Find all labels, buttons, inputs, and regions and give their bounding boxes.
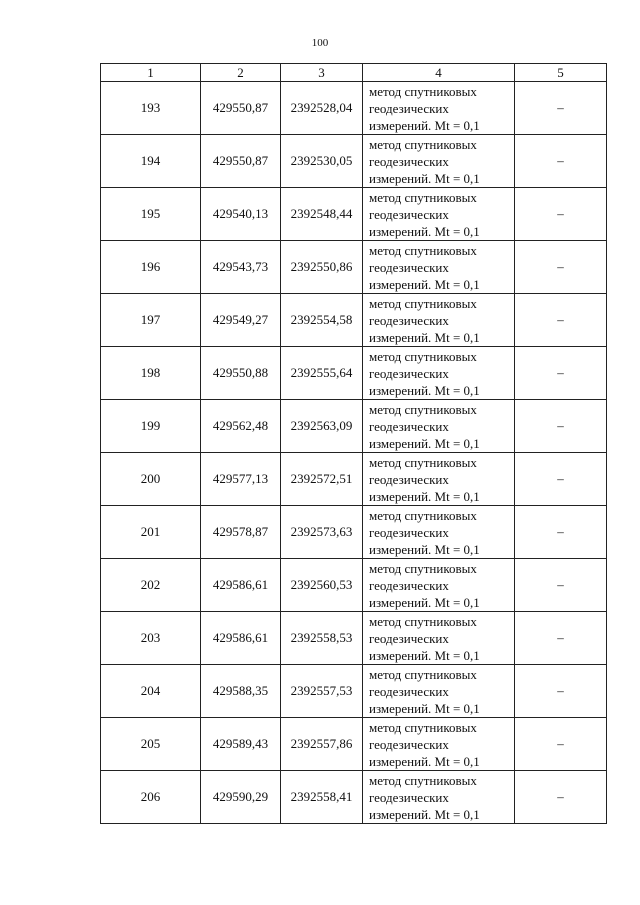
method-cell	[363, 665, 515, 718]
header-col-5: 5	[515, 64, 607, 82]
x-coordinate-cell: 429578,87	[201, 506, 281, 559]
method-line: метод спутниковых	[369, 242, 477, 258]
note-cell: –	[515, 453, 607, 506]
header-col-2: 2	[201, 64, 281, 82]
method-line: измерений. Mt = 0,1	[369, 329, 480, 345]
header-row	[101, 64, 607, 82]
table-row	[101, 453, 607, 506]
method-cell	[363, 559, 515, 612]
method-line: измерений. Mt = 0,1	[369, 170, 480, 186]
note-cell: –	[515, 241, 607, 294]
coordinates-table	[100, 63, 607, 824]
y-coordinate-cell: 2392572,51	[281, 453, 363, 506]
y-coordinate-cell: 2392557,86	[281, 718, 363, 771]
method-line: метод спутниковых	[369, 136, 477, 152]
method-cell	[363, 82, 515, 135]
method-cell	[363, 506, 515, 559]
x-coordinate-cell: 429589,43	[201, 718, 281, 771]
note-cell: –	[515, 400, 607, 453]
point-number-cell: 195	[101, 188, 201, 241]
method-line: метод спутниковых	[369, 666, 477, 682]
method-line: измерений. Mt = 0,1	[369, 806, 480, 822]
y-coordinate-cell: 2392530,05	[281, 135, 363, 188]
point-number-cell: 198	[101, 347, 201, 400]
method-line: геодезических	[369, 577, 449, 593]
x-coordinate-cell: 429549,27	[201, 294, 281, 347]
note-cell: –	[515, 559, 607, 612]
note-cell: –	[515, 771, 607, 824]
header-col-3: 3	[281, 64, 363, 82]
method-line: измерений. Mt = 0,1	[369, 435, 480, 451]
y-coordinate-cell: 2392554,58	[281, 294, 363, 347]
y-coordinate-cell: 2392558,53	[281, 612, 363, 665]
note-cell: –	[515, 612, 607, 665]
method-line: измерений. Mt = 0,1	[369, 753, 480, 769]
y-coordinate-cell: 2392558,41	[281, 771, 363, 824]
method-line: геодезических	[369, 736, 449, 752]
method-line: метод спутниковых	[369, 719, 477, 735]
method-line: измерений. Mt = 0,1	[369, 382, 480, 398]
table-row	[101, 400, 607, 453]
method-cell	[363, 188, 515, 241]
method-cell	[363, 718, 515, 771]
x-coordinate-cell: 429586,61	[201, 612, 281, 665]
note-cell: –	[515, 665, 607, 718]
x-coordinate-cell: 429550,87	[201, 135, 281, 188]
x-coordinate-cell: 429543,73	[201, 241, 281, 294]
y-coordinate-cell: 2392548,44	[281, 188, 363, 241]
header-col-4: 4	[363, 64, 515, 82]
table-row	[101, 612, 607, 665]
note-cell: –	[515, 718, 607, 771]
method-line: измерений. Mt = 0,1	[369, 700, 480, 716]
point-number-cell: 197	[101, 294, 201, 347]
note-cell: –	[515, 506, 607, 559]
x-coordinate-cell: 429550,87	[201, 82, 281, 135]
method-line: геодезических	[369, 206, 449, 222]
method-line: измерений. Mt = 0,1	[369, 488, 480, 504]
point-number-cell: 193	[101, 82, 201, 135]
table-header	[101, 64, 607, 82]
method-cell	[363, 347, 515, 400]
method-cell	[363, 294, 515, 347]
y-coordinate-cell: 2392528,04	[281, 82, 363, 135]
point-number-cell: 204	[101, 665, 201, 718]
method-cell	[363, 453, 515, 506]
table-row	[101, 771, 607, 824]
method-line: геодезических	[369, 100, 449, 116]
method-line: измерений. Mt = 0,1	[369, 647, 480, 663]
method-line: метод спутниковых	[369, 189, 477, 205]
x-coordinate-cell: 429577,13	[201, 453, 281, 506]
table-row	[101, 82, 607, 135]
method-line: метод спутниковых	[369, 772, 477, 788]
method-line: метод спутниковых	[369, 560, 477, 576]
note-cell: –	[515, 347, 607, 400]
point-number-cell: 203	[101, 612, 201, 665]
method-cell	[363, 612, 515, 665]
point-number-cell: 205	[101, 718, 201, 771]
table-row	[101, 559, 607, 612]
table-row	[101, 294, 607, 347]
x-coordinate-cell: 429586,61	[201, 559, 281, 612]
method-line: метод спутниковых	[369, 613, 477, 629]
note-cell: –	[515, 82, 607, 135]
method-line: метод спутниковых	[369, 83, 477, 99]
table-row	[101, 718, 607, 771]
method-line: измерений. Mt = 0,1	[369, 117, 480, 133]
y-coordinate-cell: 2392573,63	[281, 506, 363, 559]
method-line: геодезических	[369, 365, 449, 381]
table-row	[101, 665, 607, 718]
method-line: геодезических	[369, 789, 449, 805]
point-number-cell: 202	[101, 559, 201, 612]
method-line: геодезических	[369, 630, 449, 646]
method-line: геодезических	[369, 312, 449, 328]
method-cell	[363, 135, 515, 188]
point-number-cell: 206	[101, 771, 201, 824]
table-body	[101, 82, 607, 824]
note-cell: –	[515, 188, 607, 241]
table-row	[101, 188, 607, 241]
method-line: метод спутниковых	[369, 454, 477, 470]
method-cell	[363, 771, 515, 824]
method-line: геодезических	[369, 153, 449, 169]
table-row	[101, 347, 607, 400]
point-number-cell: 200	[101, 453, 201, 506]
y-coordinate-cell: 2392550,86	[281, 241, 363, 294]
method-line: метод спутниковых	[369, 295, 477, 311]
method-line: измерений. Mt = 0,1	[369, 594, 480, 610]
table-row	[101, 241, 607, 294]
x-coordinate-cell: 429590,29	[201, 771, 281, 824]
point-number-cell: 201	[101, 506, 201, 559]
method-line: геодезических	[369, 259, 449, 275]
y-coordinate-cell: 2392560,53	[281, 559, 363, 612]
method-line: метод спутниковых	[369, 401, 477, 417]
method-line: метод спутниковых	[369, 348, 477, 364]
method-line: метод спутниковых	[369, 507, 477, 523]
method-line: геодезических	[369, 524, 449, 540]
method-line: измерений. Mt = 0,1	[369, 276, 480, 292]
x-coordinate-cell: 429540,13	[201, 188, 281, 241]
table-row	[101, 135, 607, 188]
point-number-cell: 194	[101, 135, 201, 188]
point-number-cell: 199	[101, 400, 201, 453]
y-coordinate-cell: 2392555,64	[281, 347, 363, 400]
x-coordinate-cell: 429588,35	[201, 665, 281, 718]
y-coordinate-cell: 2392563,09	[281, 400, 363, 453]
method-cell	[363, 400, 515, 453]
method-line: измерений. Mt = 0,1	[369, 223, 480, 239]
method-line: геодезических	[369, 683, 449, 699]
note-cell: –	[515, 294, 607, 347]
y-coordinate-cell: 2392557,53	[281, 665, 363, 718]
method-cell	[363, 241, 515, 294]
page-number: 100	[311, 37, 329, 49]
method-line: геодезических	[369, 418, 449, 434]
note-cell: –	[515, 135, 607, 188]
point-number-cell: 196	[101, 241, 201, 294]
x-coordinate-cell: 429550,88	[201, 347, 281, 400]
header-col-1: 1	[101, 64, 201, 82]
method-line: геодезических	[369, 471, 449, 487]
table-row	[101, 506, 607, 559]
method-line: измерений. Mt = 0,1	[369, 541, 480, 557]
x-coordinate-cell: 429562,48	[201, 400, 281, 453]
